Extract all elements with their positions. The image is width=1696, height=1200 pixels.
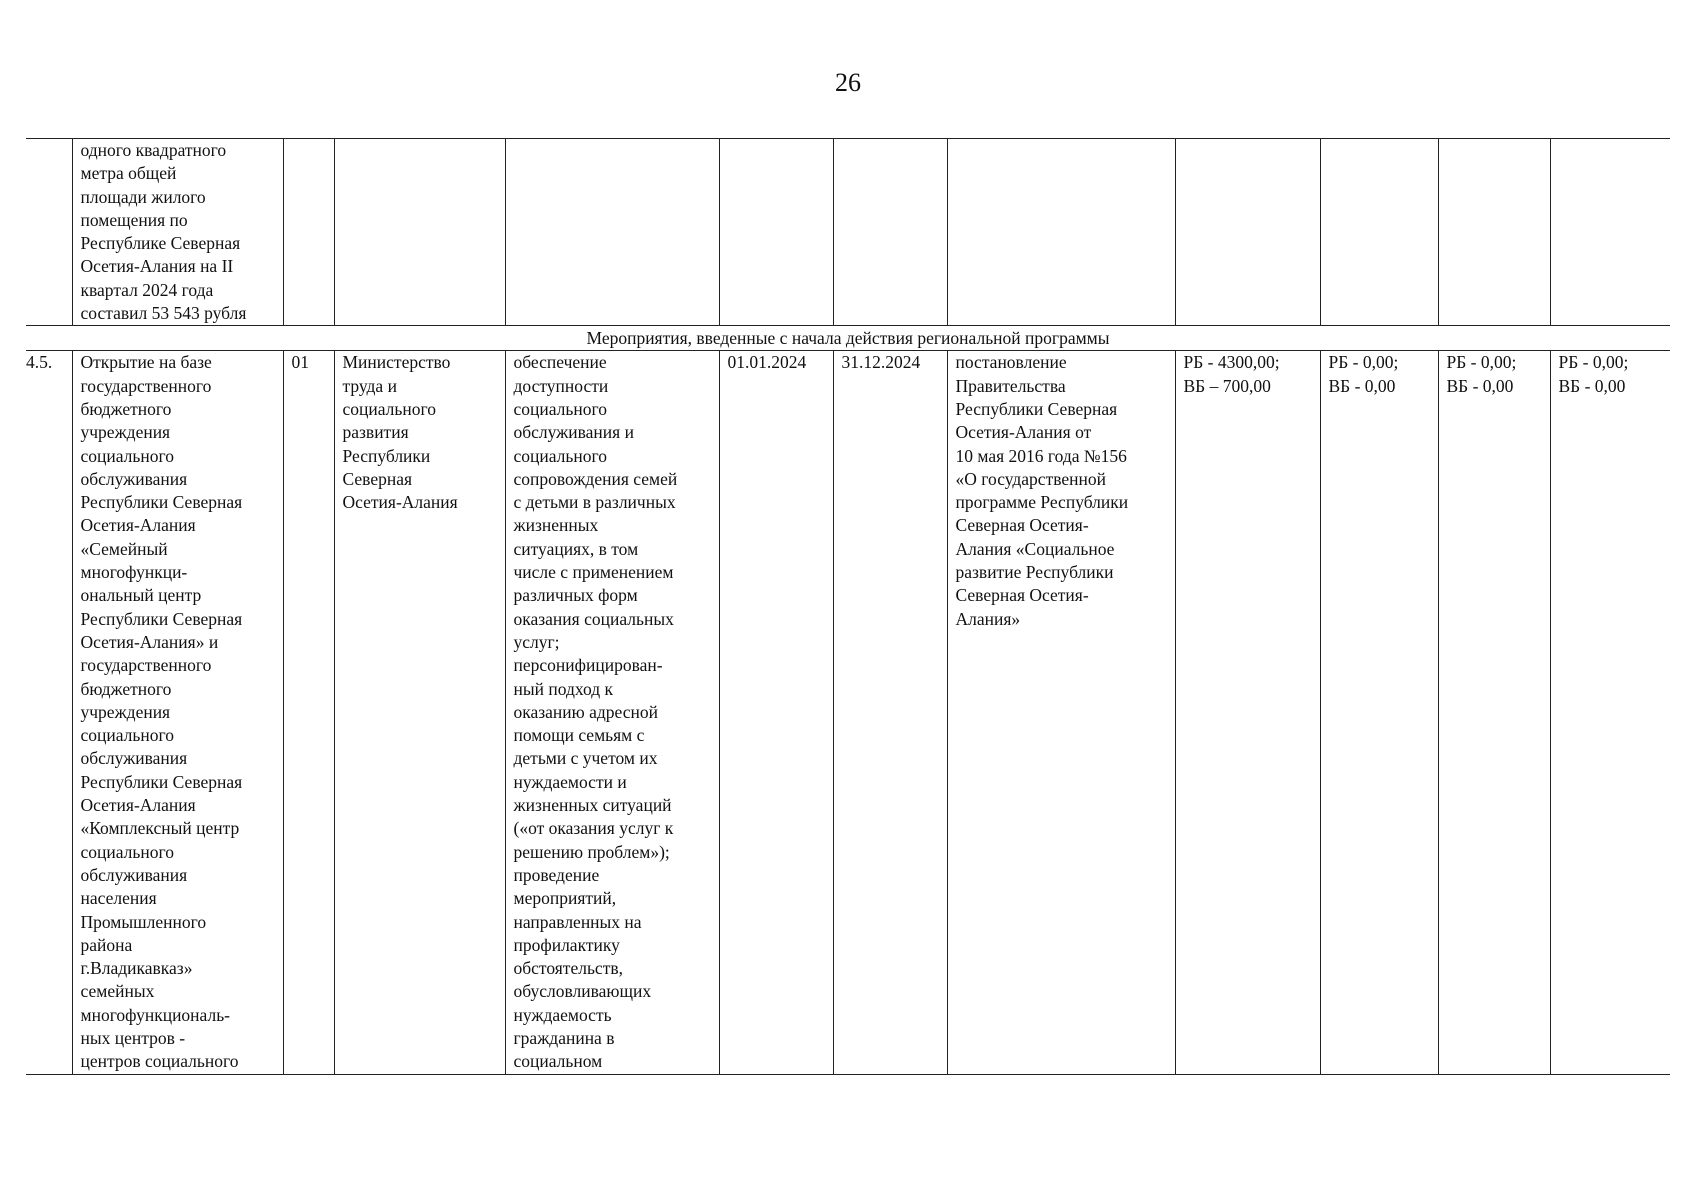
funding-3-cell: РБ - 0,00; ВБ - 0,00 (1438, 351, 1550, 1074)
page-number: 26 (835, 68, 861, 97)
result-cell: обеспечение доступности социального обслуживания и социального сопровождения семей с детьми в различных жизненных ситуациях, в том числе с применением различных форм оказания социальных услуг; персонифицирован- ный подход к оказанию адресной помощи семьям с детьми с учетом их нуждаемости и жизненных ситуаций («от оказания услуг к решению проблем»); проведение мероприятий, направленных на профилактику обстоятельств, обусловливающих нуждаемость гражданина в социальном (505, 351, 719, 1074)
funding-4-cell: РБ - 0,00; ВБ - 0,00 (1550, 351, 1670, 1074)
funding-1-cell: РБ - 4300,00; ВБ – 700,00 (1175, 351, 1320, 1074)
continued-result-cell (505, 139, 719, 326)
continued-funding-2-cell (1320, 139, 1438, 326)
section-header: Мероприятия, введенные с начала действия региональной программы (26, 326, 1670, 351)
continued-document-cell (947, 139, 1175, 326)
row-number: 4.5. (26, 351, 72, 1074)
continued-indicator-cell: одного квадратного метра общей площади жилого помещения по Республике Северная Осетия-Алания на II квартал 2024 года составил 53 543 рубля (72, 139, 283, 326)
section-header-row (26, 326, 1670, 351)
continued-number-cell (26, 139, 72, 326)
document-cell: постановление Правительства Республики Северная Осетия-Алания от 10 мая 2016 года №156 «О государственной программе Республики Северная Осетия- Алания «Социальное развитие Республики Северная Осетия- Алания» (947, 351, 1175, 1074)
continued-funding-1-cell (1175, 139, 1320, 326)
program-table-container (26, 138, 1670, 1075)
continued-row (26, 139, 1670, 326)
table-row (26, 351, 1670, 1074)
continued-start-cell (719, 139, 833, 326)
continued-funding-3-cell (1438, 139, 1550, 326)
start-date-cell: 01.01.2024 (719, 351, 833, 1074)
executor-cell: Министерство труда и социального развития Республики Северная Осетия-Алания (334, 351, 505, 1074)
program-measures-table (26, 138, 1670, 1075)
continued-executor-cell (334, 139, 505, 326)
code-cell: 01 (283, 351, 334, 1074)
continued-end-cell (833, 139, 947, 326)
funding-2-cell: РБ - 0,00; ВБ - 0,00 (1320, 351, 1438, 1074)
end-date-cell: 31.12.2024 (833, 351, 947, 1074)
measure-cell: Открытие на базе государственного бюджетного учреждения социального обслуживания Республики Северная Осетия-Алания «Семейный многофункци- ональный центр Республики Северная Осетия-Алания» и государственного бюджетного учреждения социального обслуживания Республики Северная Осетия-Алания «Комплексный центр социального обслуживания населения Промышленного района г.Владикавказ» семейных многофункциональ- ных центров - центров социального (72, 351, 283, 1074)
continued-funding-4-cell (1550, 139, 1670, 326)
continued-code-cell (283, 139, 334, 326)
